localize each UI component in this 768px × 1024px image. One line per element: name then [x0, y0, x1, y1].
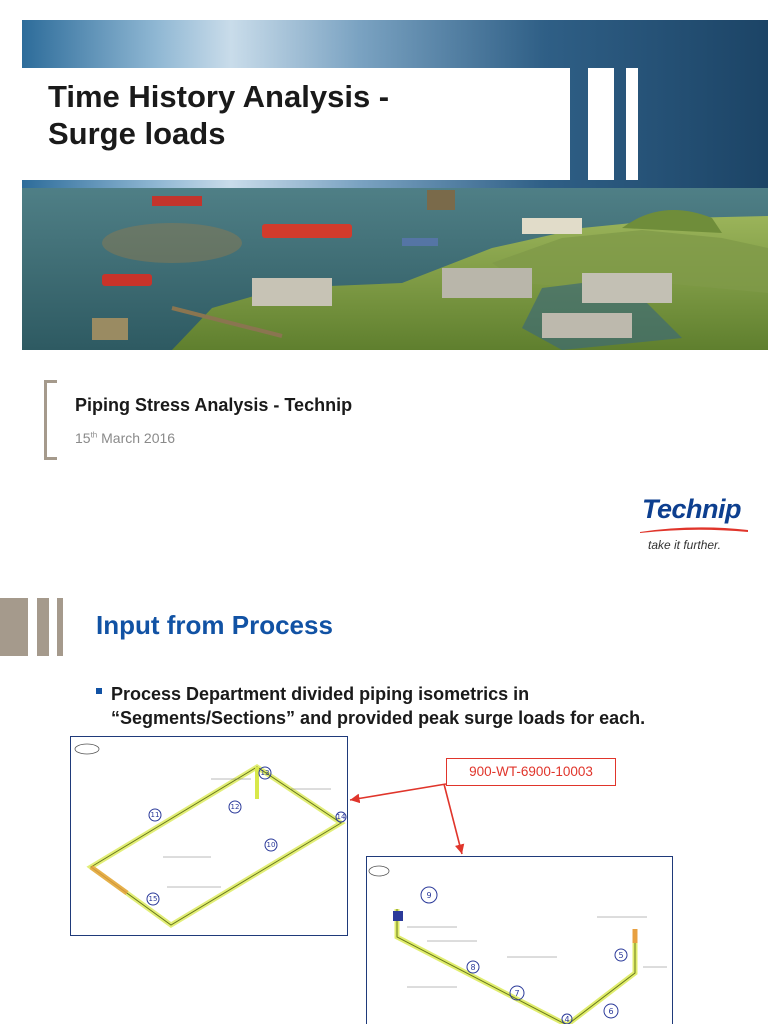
content-slide	[0, 580, 768, 1024]
north-arrow-icon	[369, 866, 389, 876]
slide-title	[48, 78, 508, 152]
piping-isometric-2	[367, 857, 672, 1024]
section-marker: 15	[148, 895, 158, 903]
line-number-callout: 900-WT-6900-10003	[446, 758, 616, 786]
date-day: 15	[75, 430, 91, 446]
section-marker: 4	[564, 1015, 570, 1024]
section-marker: 14	[336, 813, 346, 821]
pipe-route	[397, 909, 635, 1024]
logo-wordmark: Technip	[642, 494, 742, 524]
presentation-subtitle: Piping Stress Analysis - Technip	[75, 395, 353, 415]
decor-bar	[530, 68, 570, 180]
decor-bar	[588, 68, 614, 180]
section-marker: 9	[426, 891, 432, 900]
arrow-to-iso-2	[444, 784, 462, 854]
pipe-segment-highlight	[397, 909, 570, 1024]
presentation-date	[75, 430, 175, 446]
section-marker: 7	[514, 989, 520, 998]
title-line-1: Time History Analysis -	[48, 79, 390, 114]
decor-bar	[626, 68, 638, 180]
valve-symbol	[393, 911, 403, 921]
bullet-line-2: “Segments/Sections” and provided peak surge loads for each.	[111, 708, 646, 728]
section-title: Input from Process	[96, 610, 333, 640]
date-month-year: March 2016	[97, 430, 176, 446]
technip-logo	[636, 494, 752, 558]
section-marker: 6	[608, 1007, 614, 1016]
pipe-segment-highlight	[567, 929, 635, 1024]
bracket-decoration	[44, 380, 57, 460]
title-line-2: Surge loads	[48, 116, 226, 151]
section-marker: 10	[266, 841, 276, 849]
isometric-drawing-2	[366, 856, 673, 1024]
logo-swoosh-icon	[638, 526, 750, 534]
date-suffix: th	[90, 430, 98, 440]
logo-tagline: take it further.	[648, 538, 721, 552]
section-marker: 12	[230, 803, 240, 811]
banner-image	[22, 20, 768, 350]
section-marker: 11	[150, 811, 160, 819]
section-marker: 5	[618, 951, 624, 960]
offshore-scene-illustration	[22, 188, 768, 350]
section-marker: 13	[260, 769, 270, 777]
section-marker: 8	[470, 963, 476, 972]
arrow-to-iso-1	[350, 784, 446, 800]
bullet-line-1: Process Department divided piping isometrics in	[111, 684, 530, 704]
